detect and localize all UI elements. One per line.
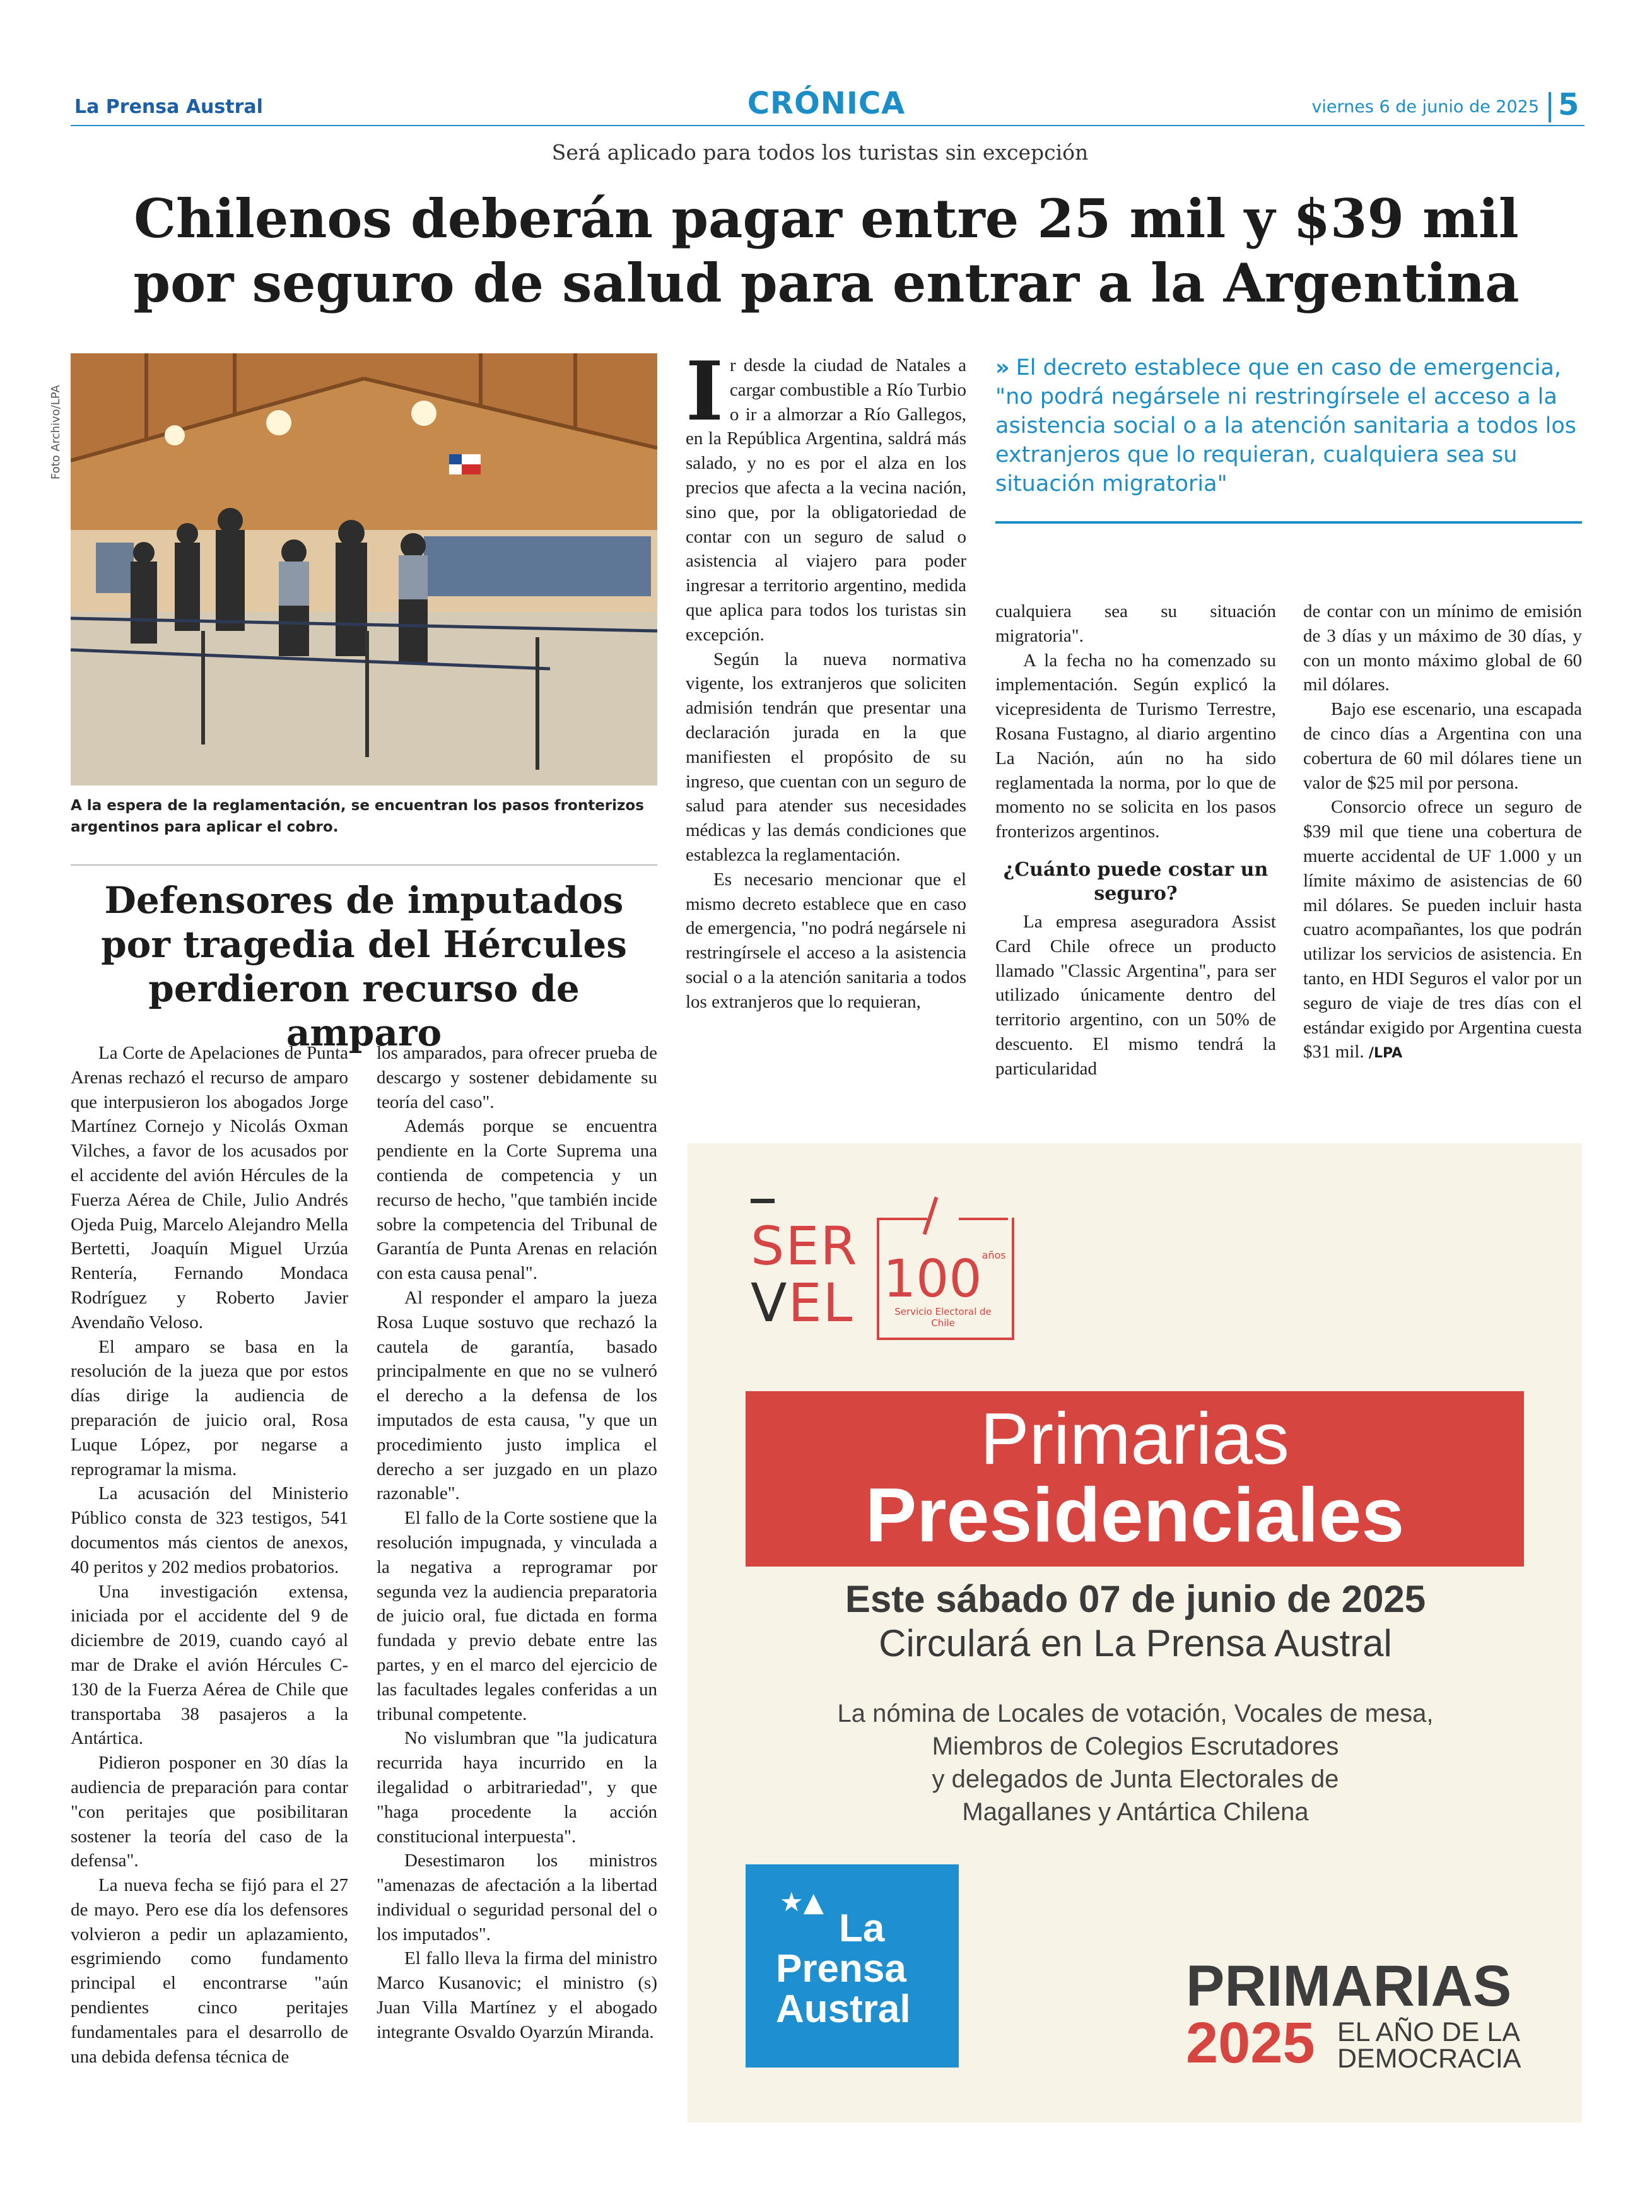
paragraph xyxy=(1303,795,1582,1066)
article-kicker: Será aplicado para todos los turistas sin excepción xyxy=(551,140,1089,165)
servel-logo xyxy=(751,1215,864,1334)
section-separator xyxy=(71,864,657,866)
servel-logo-el: EL xyxy=(788,1272,854,1334)
paragraph: La empresa aseguradora Assist Card Chile ofrece un producto llamado "Classic Argentina", para ser utilizado únicamente dentro del territorio argentino, con un 50% de descuento. El mismo tendrá la particularidad xyxy=(995,911,1276,1079)
issue-date: viernes 6 de junio de 2025 xyxy=(1311,97,1539,117)
servel-logo-line1: SER xyxy=(751,1215,858,1277)
nomina-line: y delegados de Junta Electorales de xyxy=(932,1765,1339,1793)
pull-quote xyxy=(995,353,1582,498)
primarias-2025-word: PRIMARIAS xyxy=(1186,1954,1512,2018)
paragraph: Además porque se encuentra pendiente en la Corte Suprema una contienda de competencia y un recurso de hecho, "que también incide sobre la competencia del Tribunal de Garantía de Punta Arenas en relación con esta causa penal". xyxy=(377,1116,657,1284)
section-title: CRÓNICA xyxy=(747,86,906,121)
article-headline: Chilenos deberán pagar entre 25 mil y $39 mil por seguro de salud para entrar a la Argentina xyxy=(133,187,1520,314)
servel-logo-dash xyxy=(751,1199,775,1203)
page-number: 5 xyxy=(1558,87,1579,122)
nomina-line: Miembros de Colegios Escrutadores xyxy=(932,1733,1339,1760)
paragraph: La nueva fecha se fijó para el 27 de mayo. Pero ese día los defensores volvieron a pedir un aplazamiento, esgrimiendo como fundamento principal el encontrarse "aún pendientes cinco peritajes fundamentales para el desarrollo de una debida defensa técnica de xyxy=(71,1875,348,2067)
nomina-line: La nómina de Locales de votación, Vocales de mesa, xyxy=(837,1700,1434,1727)
paragraph: Al responder el amparo la jueza Rosa Luque sostuvo que rechazó la cautela de garantía, basado principalmente en que no se vulneró el derecho a la defensa de los imputados de esta causa, "y que un procedimiento justo implica el derecho a ser juzgado en un plazo razonable". xyxy=(377,1287,657,1504)
tagline-line: EL AÑO DE LA xyxy=(1337,2017,1520,2047)
primarias-2025-tagline xyxy=(1337,2019,1545,2072)
pull-quote-rule xyxy=(995,521,1582,524)
logo-line: Prensa xyxy=(776,1947,906,1991)
pull-quote-text: El decreto establece que en caso de emergencia, "no podrá negársele ni restringírsele el acceso a la asistencia social o a la atención sanitaria a todos los extranjeros que lo requieran, cualquiera sea su situación migratoria" xyxy=(995,355,1577,497)
primarias-2025-year: 2025 xyxy=(1186,2011,1315,2075)
secondary-column-1 xyxy=(71,1041,348,2069)
photo-caption: A la espera de la reglamentación, se encuentran los pasos fronterizos argentinos para aplicar el cobro. xyxy=(71,797,644,835)
anniversary-number xyxy=(883,1249,1006,1309)
paragraph: El amparo se basa en la resolución de la jueza que por estos días dirige la audiencia de preparación de juicio oral, Rosa Luque López, por negarse a reprogramar la misma. xyxy=(71,1336,348,1480)
paragraph: El fallo de la Corte sostiene que la resolución impugnada, y vinculada a la negativa a reprogramar por segunda vez la audiencia preparatoria de juicio oral, fue dictada en forma fundada y previo debate entre las partes, y en el marco del ejercicio de las facultades legales conferidas a un tribunal competente. xyxy=(377,1508,657,1724)
star-mountain-icon: ★▲ xyxy=(780,1886,824,1917)
main-column-2 xyxy=(995,599,1276,1081)
double-chevron-icon: » xyxy=(995,355,1010,380)
nomina-line: Magallanes y Antártica Chilena xyxy=(962,1798,1309,1826)
paragraph: Una investigación extensa, iniciada por el accidente del 9 de diciembre de 2019, cuando cayó al mar de Drake el avión Hércules C-130 de la Fuerza Aérea de Chile que transportaba 38 pasajeros a la Antártica. xyxy=(71,1581,348,1749)
ad-circulation-line: Circulará en La Prensa Austral xyxy=(879,1622,1392,1664)
paragraph: No vislumbran que "la judicatura recurrida haya incurrido en la ilegalidad o arbitrariedad", y que "haga procedente la acción constitucional interpuesta". xyxy=(377,1728,657,1847)
publication-name: La Prensa Austral xyxy=(74,96,263,118)
paragraph-text: Consorcio ofrece un seguro de $39 mil que tiene una cobertura de muerte accidental de UF 1.000 y un límite máximo de asistencias de 60 mil dólares. Se pueden incluir hasta cuatro acompañantes, los que podrán utilizar los servicios de asistencia. En tanto, en HDI Seguros el valor por un seguro de viaje de tres días con el estándar exigido por Argentina cuesta $31 mil. xyxy=(1303,797,1582,1062)
paragraph: Según la nueva normativa vigente, los extranjeros que soliciten admisión tendrán que presentar una declaración jurada en la que manifiesten el propósito de su ingreso, que cuentan con un seguro de salud para atender sus necesidades médicas y las demás condiciones que establezca la reglamentación. xyxy=(686,649,966,865)
main-column-3 xyxy=(1303,599,1582,1066)
paragraph xyxy=(686,344,966,647)
servel-caption: Servicio Electoral de Chile xyxy=(894,1306,992,1329)
paragraph: A la fecha no ha comenzado su implementación. Según explicó la vicepresidenta de Turismo Terrestre, Rosana Fustagno, al diario argentino La Nación, aún no ha sido reglamentada la norma, por lo que de momento no se solicita en los pasos fronterizos argentinos. xyxy=(995,650,1276,842)
secondary-headline: Defensores de imputados por tragedia del Hércules perdieron recurso de amparo xyxy=(101,879,627,1054)
signature: /LPA xyxy=(1368,1045,1403,1062)
anniversary-years: años xyxy=(981,1249,1006,1261)
paragraph: La Corte de Apelaciones de Punta Arenas rechazó el recurso de amparo que interpusieron los abogados Jorge Martínez Cornejo y Nicolás Oxman Vilches, a favor de los acusados por el accidente del avión Hércules de la Fuerza Aérea de Chile, Julio Andrés Ojeda Puig, Marcelo Alejandro Mella Bertetti, Joaquín Miguel Urzúa Rentería, Fernando Mondaca Rodríguez y Roberto Javier Avendaño Veloso. xyxy=(71,1043,348,1332)
tagline-line: DEMOCRACIA xyxy=(1337,2044,1521,2074)
paragraph: de contar con un mínimo de emisión de 3 días y un máximo de 30 días, y con un monto máximo global de 60 mil dólares. xyxy=(1303,601,1582,695)
logo-line: La xyxy=(839,1907,885,1950)
banner-line-2: Presidenciales xyxy=(865,1472,1405,1558)
ad-date-line: Este sábado 07 de junio de 2025 xyxy=(845,1578,1426,1620)
paragraph: El fallo lleva la firma del ministro Marco Kusanovic; el ministro (s) Juan Villa Martínez y el abogado integrante Osvaldo Oyarzún Miranda. xyxy=(377,1948,657,2042)
anniversary-number-text: 100 xyxy=(883,1249,982,1309)
anniversary-frame-top-left xyxy=(877,1218,927,1220)
logo-line: Austral xyxy=(776,1987,911,2031)
paragraph: La acusación del Ministerio Público consta de 323 testigos, 541 documentos más cientos de anexos, 40 peritos y 202 medios probatorios. xyxy=(71,1483,348,1577)
paragraph: Bajo ese escenario, una escapada de cinco días a Argentina con una cobertura de 60 mil dólares tiene un valor de $25 mil por persona. xyxy=(1303,699,1582,793)
paragraph: Desestimaron los ministros "amenazas de afectación a la libertad individual o seguridad personal del o los imputados". xyxy=(377,1850,657,1944)
paragraph: cualquiera sea su situación migratoria". xyxy=(995,601,1276,646)
paragraph: Es necesario mencionar que el mismo decreto establece que en caso de emergencia, "no podrá negársele ni restringírsele el acceso a la asistencia social o a la atención sanitaria a todos los extranjeros que lo requieran, xyxy=(686,869,966,1012)
servel-logo-v: V xyxy=(751,1272,788,1334)
paragraph: Pidieron posponer en 30 días la audiencia de preparación para contar "con peritajes que posibilitaran sostener la teoría del caso de la defensa". xyxy=(71,1753,348,1871)
la-prensa-austral-logo-text xyxy=(776,1909,952,2030)
main-column-1 xyxy=(686,344,966,1015)
paragraph: los amparados, para ofrecer prueba de descargo y sostener debidamente su teoría del caso". xyxy=(377,1043,657,1112)
lead-text: r desde la ciudad de Natales a cargar combustible a Río Turbio o ir a almorzar a Río Gallegos, en la República Argentina, saldrá más salado, y no es por el alza en los precios que afecta a la vecina nación, sino que, por la obligatoriedad de contar con un seguro de salud o asistencia al viajero para poder ingresar a territorio argentino, medida que aplica para todos los turistas sin excepción. xyxy=(686,355,966,645)
header-rule xyxy=(71,125,1585,126)
drop-cap: I xyxy=(686,344,723,439)
banner-line-1: Primarias xyxy=(980,1397,1289,1480)
ad-nomina-text xyxy=(725,1697,1545,1828)
subhead: ¿Cuánto puede costar un seguro? xyxy=(1003,858,1268,905)
secondary-column-2 xyxy=(377,1041,657,2045)
border-crossing-photo xyxy=(71,353,657,785)
header-divider xyxy=(1549,92,1551,122)
photo-credit: Foto Archivo/LPA xyxy=(49,385,62,479)
anniversary-frame-top-right xyxy=(959,1218,1008,1220)
